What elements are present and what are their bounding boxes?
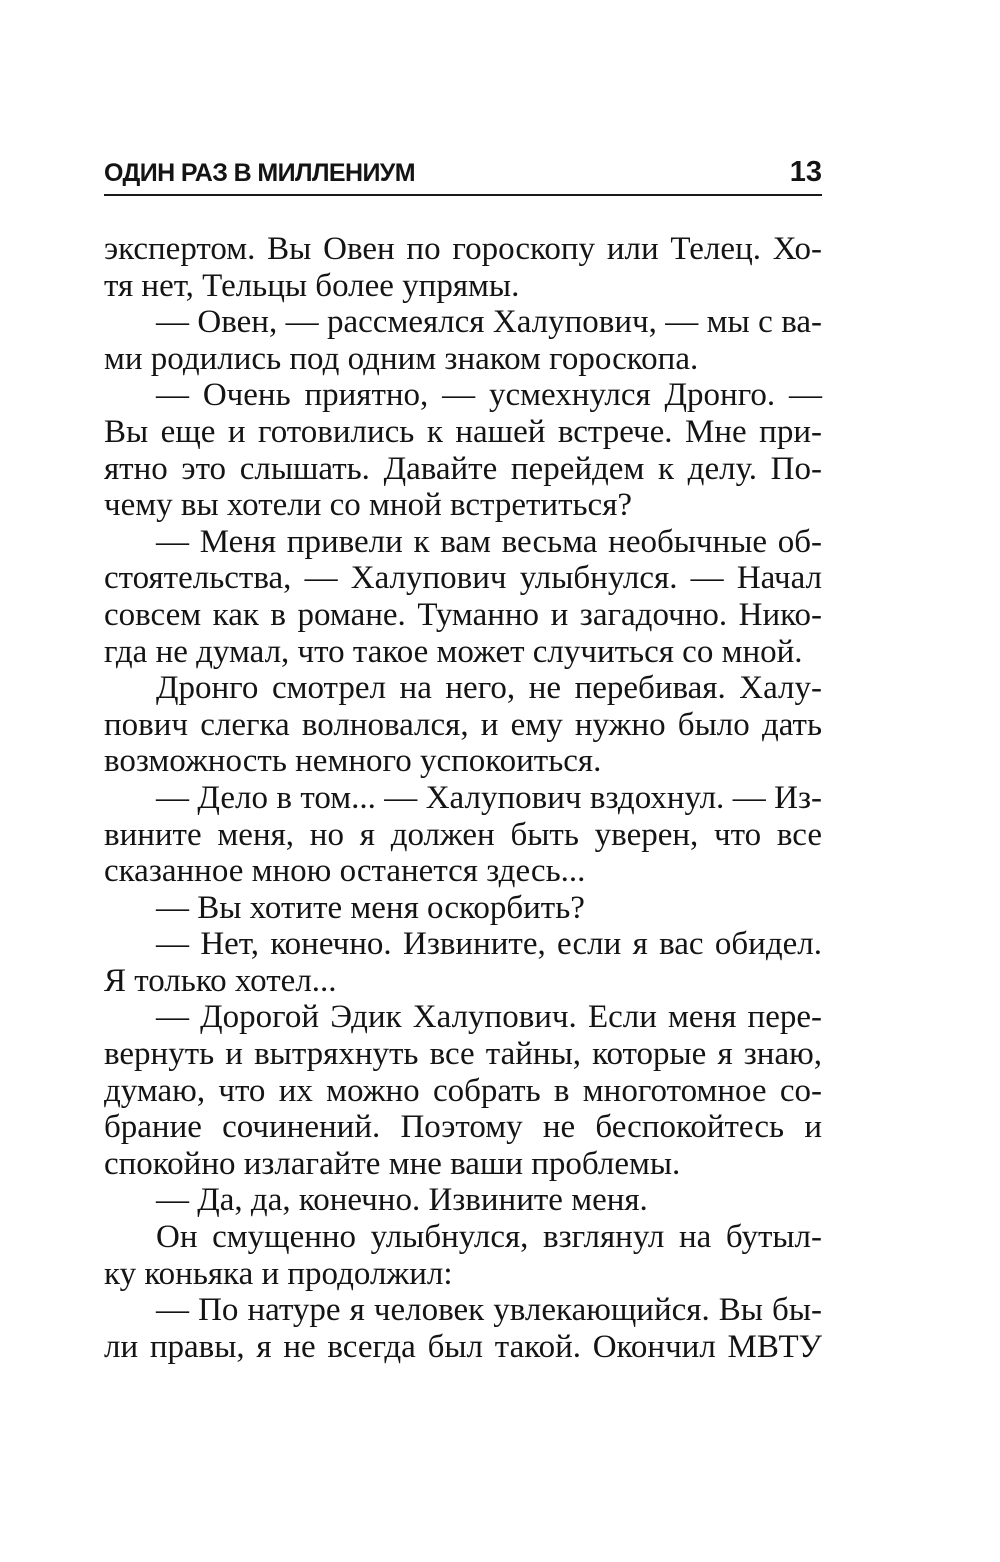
page-number: 13 xyxy=(789,156,822,188)
text-line: — Нет, конечно. Извините, если я вас обидел. xyxy=(156,926,822,963)
text-line: брание сочинений. Поэтому не беспокойтесь и xyxy=(104,1109,822,1146)
text-line: — Меня привели к вам весьма необычные об- xyxy=(156,523,822,560)
text-line: ку коньяка и продолжил: xyxy=(104,1255,453,1292)
text-line: — Дорогой Эдик Халупович. Если меня пере- xyxy=(156,999,822,1036)
text-line: пович слегка волновался, и ему нужно было дать xyxy=(104,706,822,743)
text-line: экспертом. Вы Овен по гороскопу или Телец. Хо- xyxy=(104,231,822,267)
text-line: сказанное мною останется здесь... xyxy=(104,853,586,890)
text-line: совсем как в романе. Туманно и загадочно. Нико- xyxy=(104,596,822,633)
text-line: — Дело в том... — Халупович вздохнул. — Из- xyxy=(156,779,822,816)
text-line: — Да, да, конечно. Извините меня. xyxy=(156,1182,648,1219)
running-header xyxy=(104,154,822,196)
text-line: стоятельства, — Халупович улыбнулся. — Начал xyxy=(104,560,822,597)
text-line: гда не думал, что такое может случиться со мной. xyxy=(104,633,803,670)
text-line: — Овен, — рассмеялся Халупович, — мы с ва- xyxy=(156,304,822,341)
text-line: — Очень приятно, — усмехнулся Дронго. — xyxy=(156,377,822,414)
text-line: вернуть и вытряхнуть все тайны, которые я знаю, xyxy=(104,1036,822,1073)
text-line: думаю, что их можно собрать в многотомное со- xyxy=(104,1072,822,1109)
text-line: тя нет, Тельцы более упрямы. xyxy=(104,267,520,304)
text-line: Я только хотел... xyxy=(104,962,337,999)
text-line: возможность немного успокоиться. xyxy=(104,743,602,780)
text-line: — Вы хотите меня оскорбить? xyxy=(156,889,585,926)
book-title: ОДИН РАЗ В МИЛЛЕНИУМ xyxy=(104,159,415,187)
text-line: ли правы, я не всегда был такой. Окончил МВТУ xyxy=(104,1328,822,1365)
text-line: Вы еще и готовились к нашей встрече. Мне при- xyxy=(104,413,822,450)
text-line: спокойно излагайте мне ваши проблемы. xyxy=(104,1145,681,1182)
text-line: чему вы хотели со мной встретиться? xyxy=(104,487,633,524)
text-line: — По натуре я человек увлекающийся. Вы бы- xyxy=(156,1292,822,1329)
text-line: вините меня, но я должен быть уверен, что все xyxy=(104,816,822,853)
text-line: ми родились под одним знаком гороскопа. xyxy=(104,340,699,377)
body-text xyxy=(104,231,822,1365)
text-line: Дронго смотрел на него, не перебивая. Халу- xyxy=(156,670,822,707)
text-line: Он смущенно улыбнулся, взглянул на бутыл- xyxy=(156,1219,822,1256)
text-line: ятно это слышать. Давайте перейдем к делу. По- xyxy=(104,450,822,487)
